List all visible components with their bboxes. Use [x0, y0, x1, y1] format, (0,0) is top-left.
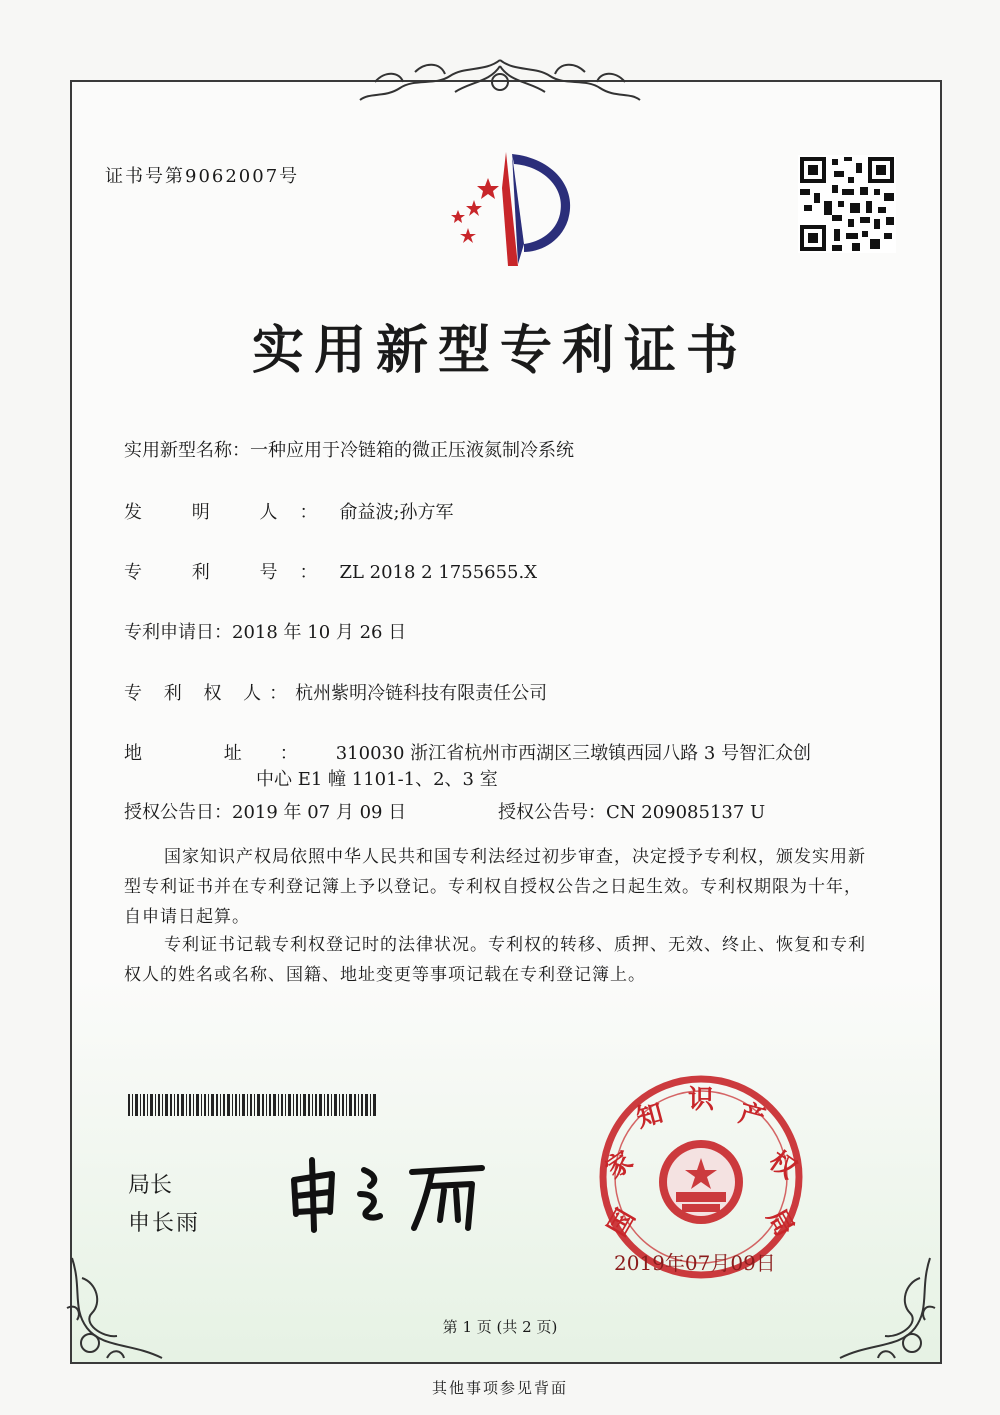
patentee-row [124, 679, 547, 705]
filing-date-value: 2018 年 10 月 26 日 [232, 622, 407, 643]
utility-model-name-label: 实用新型名称： [124, 440, 250, 461]
patentee-label: 专 利 权 人： [124, 683, 296, 704]
certificate-frame [70, 80, 942, 1364]
inventor-label: 发 明 人： [124, 502, 340, 523]
top-ornament-icon [355, 52, 645, 108]
svg-text:知: 知 [633, 1098, 667, 1135]
svg-text:识: 识 [687, 1085, 715, 1115]
footer-note: 其他事项参见背面 [431, 1379, 568, 1397]
svg-text:国: 国 [602, 1204, 642, 1242]
utility-model-name-row [124, 436, 574, 462]
filing-date-label: 专利申请日： [124, 622, 232, 643]
bottom-right-ornament-icon [830, 1248, 940, 1368]
declaration-paragraph-2: 专利证书记载专利权登记时的法律状况。专利权的转移、质押、无效、终止、恢复和专利权人的姓名或名称、国籍、地址变更等事项记载在专利登记簿上。 [124, 935, 866, 985]
svg-text:家: 家 [600, 1145, 639, 1186]
grant-date-value: 2019 年 07 月 09 日 [232, 802, 407, 823]
certificate-title: 实用新型专利证书 [251, 321, 748, 381]
filing-date-row [124, 618, 406, 644]
grant-number-label: 授权公告号： [498, 802, 606, 823]
qr-code-icon [798, 155, 896, 253]
director-name: 申长雨 [128, 1211, 201, 1236]
page-number: 第 1 页 (共 2 页) [442, 1318, 558, 1336]
utility-model-name-value: 一种应用于冷链箱的微正压液氮制冷系统 [250, 440, 574, 461]
address-label: 地 址： [124, 743, 336, 764]
certificate-number: 证书号第9062007号 [105, 166, 300, 187]
patentee-value: 杭州紫明冷链科技有限责任公司 [295, 683, 548, 704]
patent-number-row [124, 558, 537, 584]
declaration-paragraph-1: 国家知识产权局依照中华人民共和国专利法经过初步审查，决定授予专利权，颁发实用新型专利证书并在专利登记簿上予以登记。专利权自授权公告之日起生效。专利权期限为十年，自申请日起算。 [124, 847, 866, 927]
svg-text:权: 权 [763, 1145, 802, 1186]
inventor-row [124, 498, 454, 524]
grant-date-label: 授权公告日： [124, 802, 232, 823]
grant-number-row [498, 798, 765, 824]
grant-number-value: CN 209085137 U [606, 802, 766, 823]
director-title: 局长 [128, 1173, 173, 1198]
grant-date-row [124, 798, 406, 824]
patent-number-label: 专 利 号： [124, 562, 340, 583]
patent-office-logo-icon [428, 148, 588, 270]
inventor-value: 俞益波;孙方军 [339, 502, 454, 523]
address-row [124, 739, 811, 765]
address-line-1: 310030 浙江省杭州市西湖区三墩镇西园八路 3 号智汇众创 [335, 743, 812, 764]
svg-text:产: 产 [735, 1098, 769, 1135]
svg-text:局: 局 [760, 1204, 800, 1242]
patent-number-value: ZL 2018 2 1755655.X [339, 562, 538, 583]
bottom-left-ornament-icon [62, 1248, 172, 1368]
address-line-2: 中心 E1 幢 1101-1、2、3 室 [256, 769, 498, 790]
seal-date: 2019年07月09日 [614, 1251, 776, 1275]
barcode-icon [128, 1094, 376, 1116]
signature-icon [282, 1150, 502, 1240]
